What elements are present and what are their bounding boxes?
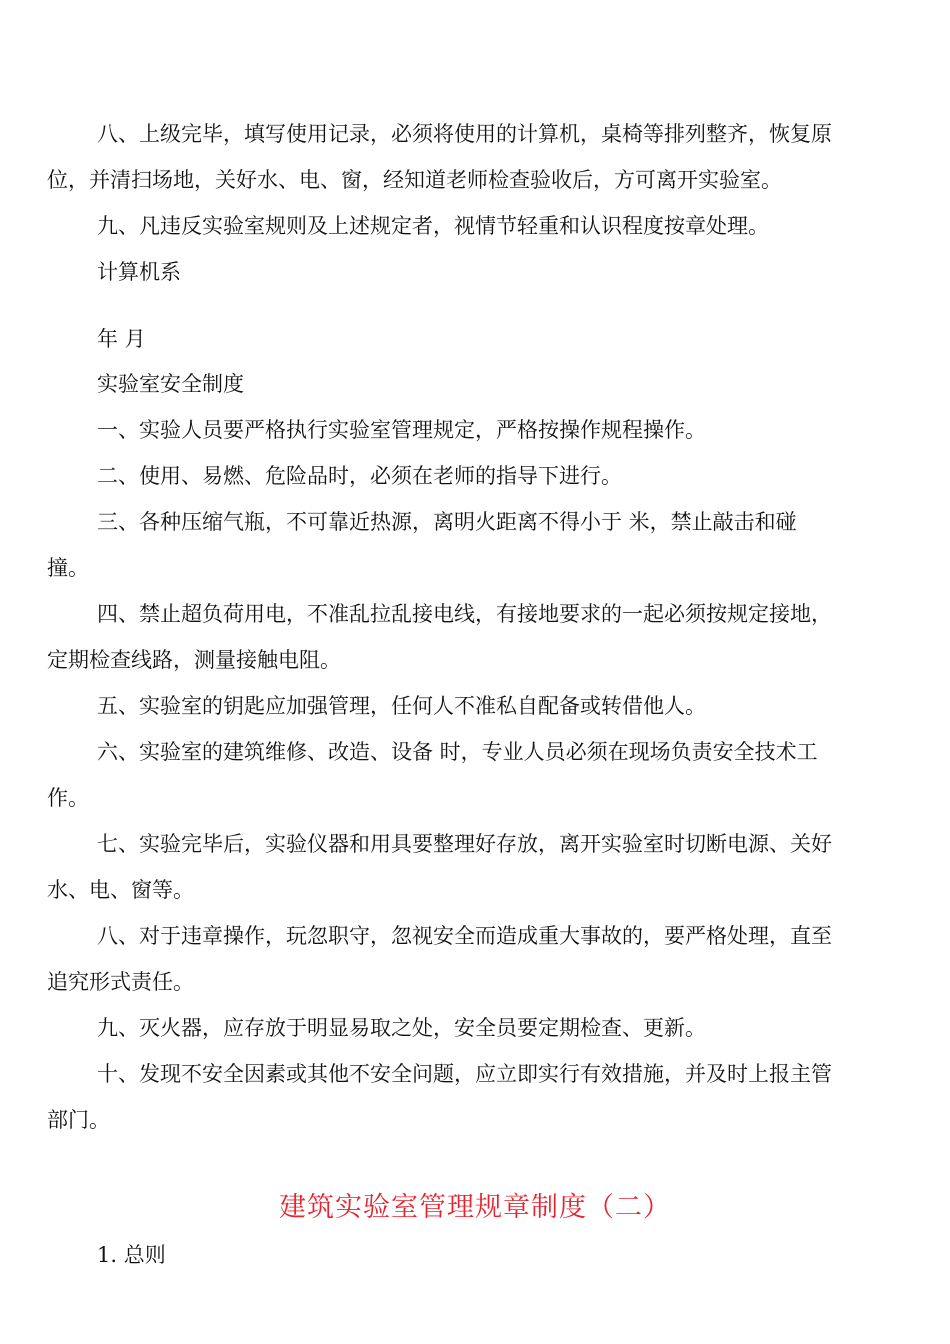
paragraph-line: 七、实验完毕后，实验仪器和用具要整理好存放，离开实验室时切断电源、关好 (97, 832, 832, 856)
section-item: 1. 总则 (97, 1243, 166, 1267)
paragraph-line: 部门。 (47, 1108, 110, 1132)
paragraph-line: 定期检查线路，测量接触电阻。 (47, 648, 341, 672)
paragraph-line: 八、对于违章操作，玩忽职守，忽视安全而造成重大事故的，要严格处理，直至 (97, 924, 832, 948)
paragraph-line: 十、发现不安全因素或其他不安全问题，应立即实行有效措施，并及时上报主管 (97, 1062, 832, 1086)
section-title: 建筑实验室管理规章制度（二） (279, 1192, 671, 1223)
paragraph-line: 二、使用、易燃、危险品时，必须在老师的指导下进行。 (97, 464, 622, 488)
paragraph-line: 一、实验人员要严格执行实验室管理规定，严格按操作规程操作。 (97, 418, 706, 442)
department-label: 计算机系 (97, 260, 181, 284)
paragraph-line: 四、禁止超负荷用电，不准乱拉乱接电线，有接地要求的一起必须按规定接地， (97, 602, 832, 626)
paragraph-line: 三、各种压缩气瓶，不可靠近热源，离明火距离不得小于 米，禁止敲击和碰 (97, 510, 797, 534)
section-heading: 实验室安全制度 (97, 372, 244, 396)
paragraph-line: 撞。 (47, 556, 89, 580)
paragraph-line: 作。 (47, 786, 89, 810)
paragraph-line: 五、实验室的钥匙应加强管理，任何人不准私自配备或转借他人。 (97, 694, 706, 718)
paragraph-line: 九、灭火器，应存放于明显易取之处，安全员要定期检查、更新。 (97, 1016, 706, 1040)
paragraph-line: 位，并清扫场地，关好水、电、窗，经知道老师检查验收后，方可离开实验室。 (47, 168, 782, 192)
date-label: 年 月 (97, 327, 146, 351)
paragraph-line: 八、上级完毕，填写使用记录，必须将使用的计算机，桌椅等排列整齐，恢复原 (97, 122, 832, 146)
paragraph-line: 六、实验室的建筑维修、改造、设备 时，专业人员必须在现场负责安全技术工 (97, 740, 818, 764)
paragraph-line: 九、凡违反实验室规则及上述规定者，视情节轻重和认识程度按章处理。 (97, 214, 769, 238)
paragraph-line: 水、电、窗等。 (47, 878, 194, 902)
paragraph-line: 追究形式责任。 (47, 970, 194, 994)
